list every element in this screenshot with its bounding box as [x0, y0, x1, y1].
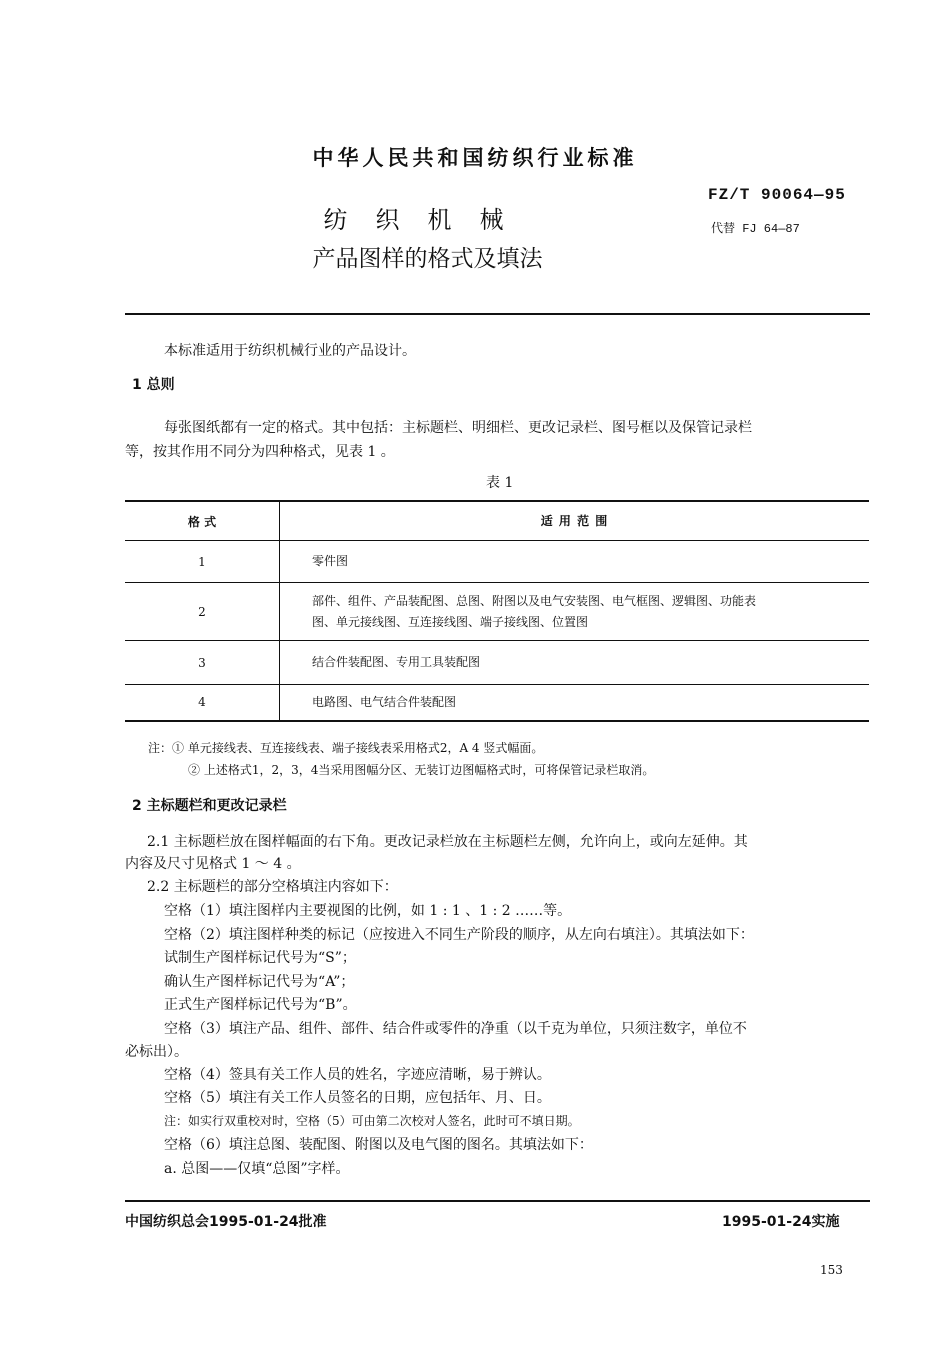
table-note-2: ② 上述格式1，2，3，4当采用图幅分区、无装订边图幅格式时，可将保管记录栏取消。 — [188, 763, 655, 777]
item-1: 空格（1）填注图样内主要视图的比例，如 1 : 1 、1 : 2 ……等。 — [164, 903, 572, 919]
section-1-para-line2: 等，按其作用不同分为四种格式，见表 1 。 — [125, 444, 395, 460]
footer-divider — [125, 1200, 870, 1202]
format-cell: 1 — [125, 541, 280, 583]
header-divider — [125, 313, 870, 315]
item-6: 空格（6）填注总图、装配图、附图以及电气图的图名。其填法如下： — [164, 1137, 593, 1153]
table-row — [125, 541, 869, 583]
replaces-code: 代替 FJ 64—87 — [711, 222, 800, 236]
item-4: 空格（4）签具有关工作人员的姓名，字迹应清晰，易于辨认。 — [164, 1067, 551, 1083]
table-row — [125, 685, 869, 721]
clause-2-1-line1: 2.1 主标题栏放在图样幅面的右下角。更改记录栏放在主标题栏左侧，允许向上，或向左延伸。其 — [147, 834, 748, 850]
table-header-row — [125, 501, 869, 541]
format-cell: 4 — [125, 685, 280, 721]
item-3-line1: 空格（3）填注产品、组件、部件、结合件或零件的净重（以千克为单位，只须注数字，单位不 — [164, 1021, 747, 1037]
standard-code: FZ/T 90064—95 — [708, 186, 846, 204]
header-scope: 适 用 范 围 — [280, 501, 870, 541]
approval-date: 中国纺织总会1995-01-24批准 — [125, 1214, 327, 1230]
section-2-heading: 2 主标题栏和更改记录栏 — [132, 798, 287, 814]
format-cell: 3 — [125, 641, 280, 685]
item-3-line2: 必标出）。 — [125, 1044, 188, 1060]
scope-cell: 零件图 — [280, 541, 870, 583]
item-5: 空格（5）填注有关工作人员签名的日期，应包括年、月、日。 — [164, 1090, 551, 1106]
item-2: 空格（2）填注图样种类的标记（应按进入不同生产阶段的顺序，从左向右填注）。其填法如下： — [164, 927, 754, 943]
item-2c: 正式生产图样标记代号为“B”。 — [164, 997, 357, 1013]
format-cell: 2 — [125, 583, 280, 641]
section-1-para-line1: 每张图纸都有一定的格式。其中包括：主标题栏、明细栏、更改记录栏、图号框以及保管记录栏 — [164, 420, 752, 436]
scope-line-2: 图、单元接线图、互连接线图、端子接线图、位置图 — [312, 614, 589, 629]
item-2b: 确认生产图样标记代号为“A”； — [164, 974, 355, 990]
page-number: 153 — [820, 1263, 843, 1277]
document-subtitle: 产品图样的格式及填法 — [312, 246, 543, 272]
table-note-1: 注：① 单元接线表、互连接线表、端子接线表采用格式2，A 4 竖式幅面。 — [148, 741, 544, 755]
scope-cell: 电路图、电气结合件装配图 — [280, 685, 870, 721]
intro-text: 本标准适用于纺织机械行业的产品设计。 — [164, 343, 416, 359]
scope-line-1: 部件、组件、产品装配图、总图、附图以及电气安装图、电气框图、逻辑图、功能表 — [312, 593, 757, 608]
effective-date: 1995-01-24实施 — [722, 1214, 840, 1230]
section-1-heading: 1 总则 — [132, 377, 175, 393]
scope-cell — [280, 583, 870, 641]
header-format: 格 式 — [125, 501, 280, 541]
clause-2-2: 2.2 主标题栏的部分空格填注内容如下： — [147, 879, 398, 895]
table-row — [125, 641, 869, 685]
document-title: 纺织机械 — [323, 206, 532, 234]
clause-2-1-line2: 内容及尺寸见格式 1 ～ 4 。 — [125, 856, 301, 872]
table-row — [125, 583, 869, 641]
item-6a: a. 总图——仅填“总图”字样。 — [164, 1161, 350, 1177]
item-2a: 试制生产图样标记代号为“S”； — [164, 950, 356, 966]
scope-cell: 结合件装配图、专用工具装配图 — [280, 641, 870, 685]
standard-body-title: 中华人民共和国纺织行业标准 — [312, 146, 638, 170]
table-caption: 表 1 — [486, 475, 514, 491]
format-table — [125, 500, 869, 722]
item-5-note: 注：如实行双重校对时，空格（5）可由第二次校对人签名，此时可不填日期。 — [164, 1114, 580, 1128]
